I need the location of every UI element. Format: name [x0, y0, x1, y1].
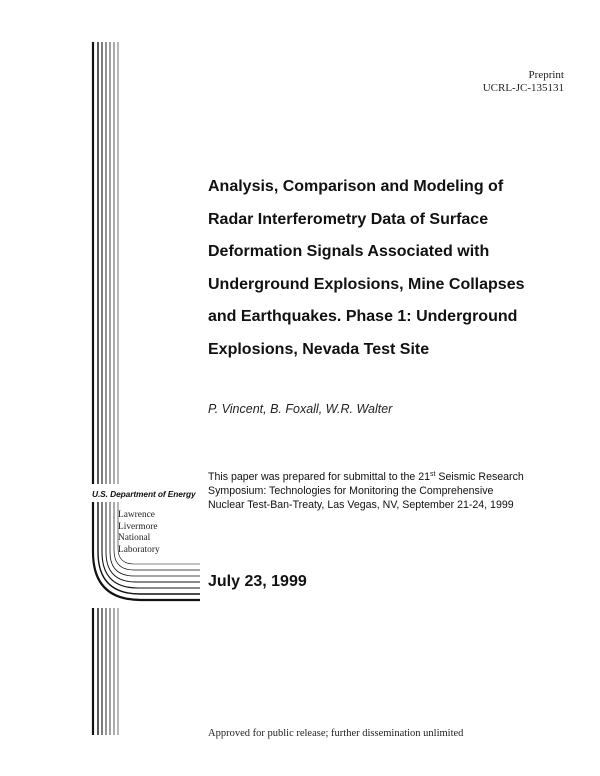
- logo-agency-text: U.S. Department of Energy: [92, 489, 196, 499]
- logo-lab-line: Livermore: [118, 521, 158, 532]
- report-number: UCRL-JC-135131: [482, 82, 564, 94]
- submittal-line: [208, 470, 578, 484]
- release-note: Approved for public release; further dissemination unlimited: [208, 728, 464, 739]
- title-line: Underground Explosions, Mine Collapses: [208, 275, 525, 293]
- logo-lab-line: Laboratory: [118, 544, 160, 555]
- document-title: [208, 171, 578, 367]
- submittal-text: Seismic Research: [435, 471, 524, 483]
- llnl-logo: [0, 0, 210, 776]
- submittal-line: Symposium: Technologies for Monitoring the Comprehensive: [208, 485, 494, 497]
- title-line: Explosions, Nevada Test Site: [208, 340, 430, 358]
- logo-lab-line: Lawrence: [118, 510, 155, 520]
- title-line: Analysis, Comparison and Modeling of: [208, 178, 504, 195]
- logo-lab-line: National: [118, 533, 151, 543]
- title-line: Radar Interferometry Data of Surface: [208, 210, 489, 228]
- logo-lab-name: [118, 510, 160, 556]
- report-identifier: [483, 69, 564, 95]
- submittal-line: Nuclear Test-Ban-Treaty, Las Vegas, NV, September 21-24, 1999: [208, 499, 514, 511]
- submittal-statement: [208, 470, 578, 512]
- title-line: and Earthquakes. Phase 1: Underground: [208, 308, 518, 326]
- document-date: July 23, 1999: [208, 573, 307, 590]
- report-type: Preprint: [528, 69, 564, 81]
- ordinal-suffix: st: [430, 471, 436, 478]
- authors: P. Vincent, B. Foxall, W.R. Walter: [208, 402, 393, 416]
- title-line: Deformation Signals Associated with: [208, 243, 490, 261]
- submittal-text: This paper was prepared for submittal to the 21: [208, 471, 430, 483]
